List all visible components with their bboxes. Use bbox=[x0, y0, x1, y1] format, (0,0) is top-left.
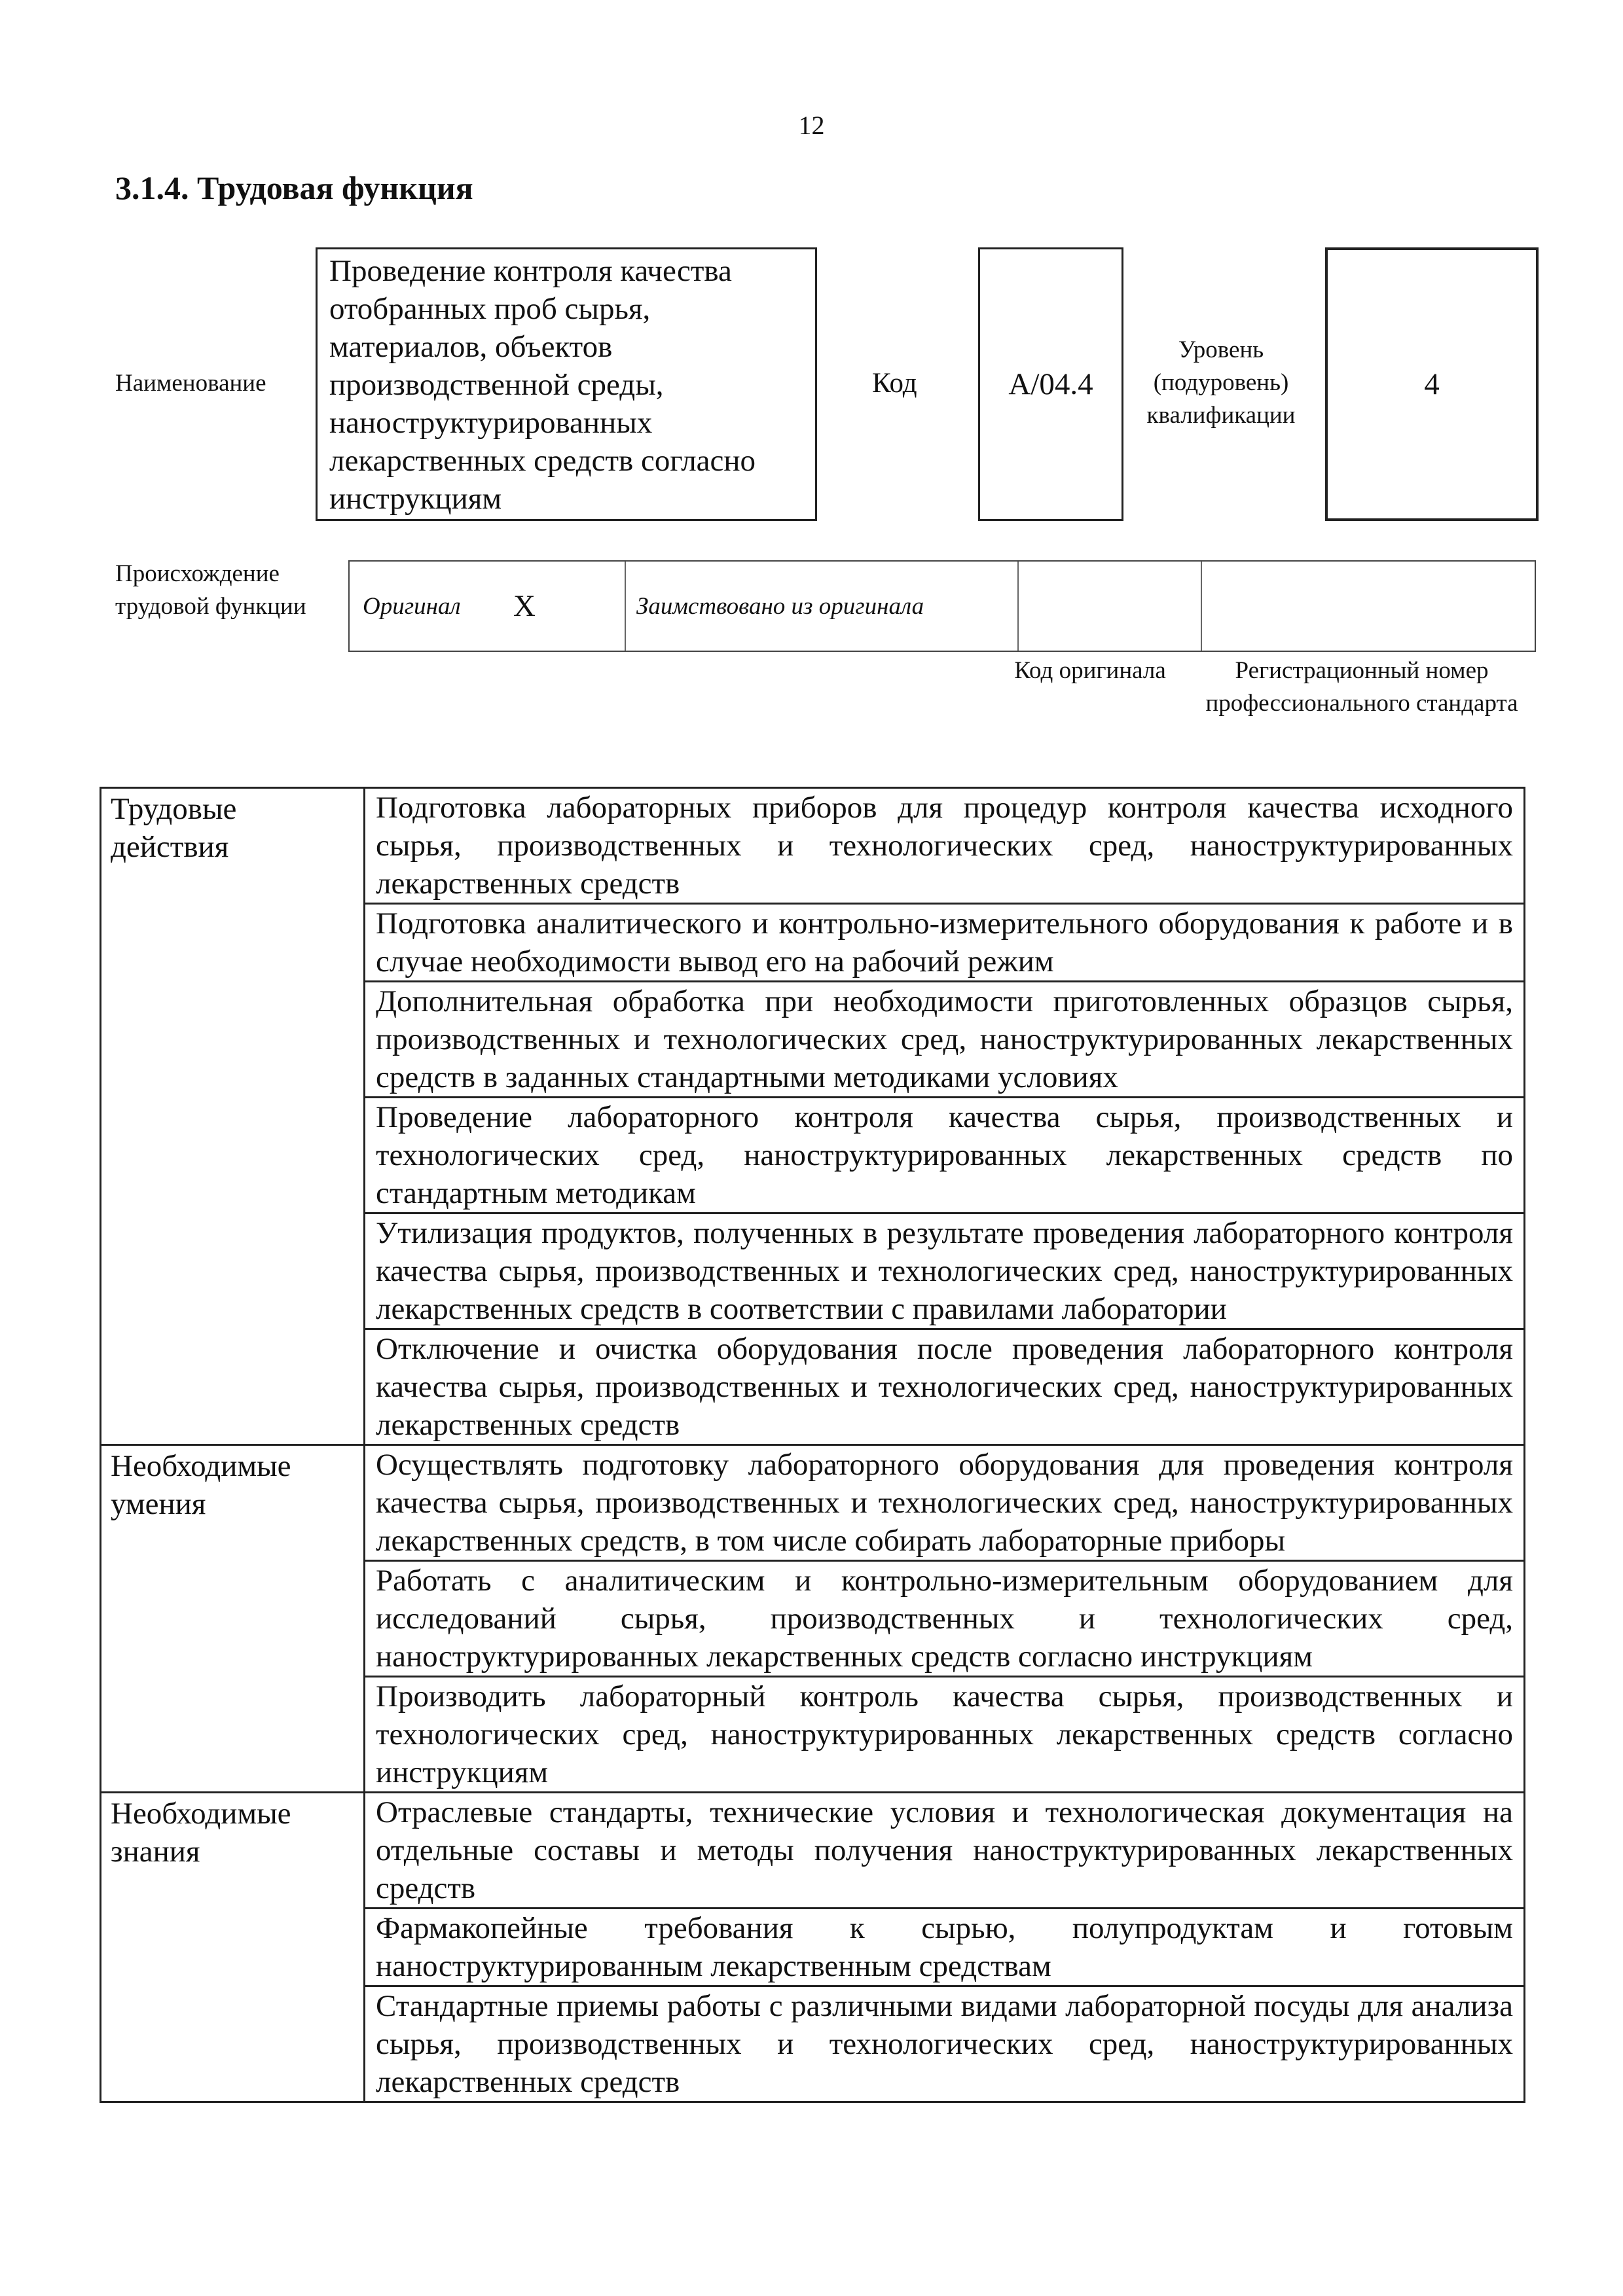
level-value: 4 bbox=[1325, 247, 1539, 521]
section-item: Отключение и очистка оборудования после проведения лабораторного контроля качества сырья, производственных и технологических сред, наноструктурированных лекарственных средств bbox=[365, 1329, 1525, 1445]
table-row bbox=[101, 1793, 1525, 1909]
section-item: Работать с аналитическим и контрольно-измерительным оборудованием для исследований сырья, производственных и технологических сред, наноструктурированных лекарственных средств согласно инструкциям bbox=[365, 1561, 1525, 1677]
section-category: Трудовые действия bbox=[101, 788, 365, 1445]
original-code-cell bbox=[1017, 562, 1202, 651]
section-item: Осуществлять подготовку лабораторного оборудования для проведения контроля качества сырья, производственных и технологических сред, наноструктурированных лекарственных средств, в том числе собирать лабораторные приборы bbox=[365, 1445, 1525, 1561]
table-row bbox=[101, 1445, 1525, 1561]
code-caption: Код оригинала bbox=[1014, 657, 1166, 684]
origin-label: Происхождение трудовой функции bbox=[115, 560, 306, 620]
registration-caption: Регистрационный номер профессионального стандарта bbox=[1205, 657, 1518, 717]
section-category: Необходимые умения bbox=[101, 1445, 365, 1793]
section-item: Отраслевые стандарты, технические условия и технологическая документация на отдельные составы и методы получения наноструктурированных лекарственных средств bbox=[365, 1793, 1525, 1909]
section-item: Дополнительная обработка при необходимости приготовленных образцов сырья, производственных и технологических сред, наноструктурированных лекарственных средств в заданных стандартными методиками условиях bbox=[365, 982, 1525, 1098]
code-label: Код bbox=[872, 368, 917, 399]
section-category: Необходимые знания bbox=[101, 1793, 365, 2102]
page-number: 12 bbox=[798, 111, 825, 140]
section-title: 3.1.4. Трудовая функция bbox=[115, 170, 473, 206]
registration-number-cell bbox=[1201, 562, 1536, 651]
name-label: Наименование bbox=[115, 370, 266, 397]
code-value: A/04.4 bbox=[978, 247, 1123, 521]
table-row bbox=[101, 788, 1525, 904]
original-mark: X bbox=[513, 589, 536, 623]
level-label: Уровень (подуровень) квалификации bbox=[1146, 336, 1296, 429]
name-value: Проведение контроля качества отобранных проб сырья, материалов, объектов производственной среды, наноструктурированных лекарственных средств согласно инструкциям bbox=[316, 247, 817, 521]
section-item: Утилизация продуктов, полученных в результате проведения лабораторного контроля качества сырья, производственных и технологических сред, наноструктурированных лекарственных средств в соответствии с правилами лаборатории bbox=[365, 1213, 1525, 1329]
section-item: Подготовка лабораторных приборов для процедур контроля качества исходного сырья, производственных и технологических сред, наноструктурированных лекарственных средств bbox=[365, 788, 1525, 904]
borrowed-label: Заимствовано из оригинала bbox=[625, 562, 1029, 651]
section-item: Проведение лабораторного контроля качества сырья, производственных и технологических сред, наноструктурированных лекарственных средств по стандартным методикам bbox=[365, 1098, 1525, 1213]
section-item: Стандартные приемы работы с различными видами лабораторной посуды для анализа сырья, производственных и технологических сред, наноструктурированных лекарственных средств bbox=[365, 1986, 1525, 2102]
section-item: Подготовка аналитического и контрольно-измерительного оборудования к работе и в случае необходимости вывод его на рабочий режим bbox=[365, 904, 1525, 982]
function-table bbox=[100, 787, 1525, 2103]
section-item: Производить лабораторный контроль качества сырья, производственных и технологических сред, наноструктурированных лекарственных средств согласно инструкциям bbox=[365, 1677, 1525, 1793]
original-label: Оригинал bbox=[363, 592, 461, 620]
section-item: Фармакопейные требования к сырью, полупродуктам и готовым наноструктурированным лекарственным средствам bbox=[365, 1909, 1525, 1986]
origin-table bbox=[348, 560, 1536, 652]
